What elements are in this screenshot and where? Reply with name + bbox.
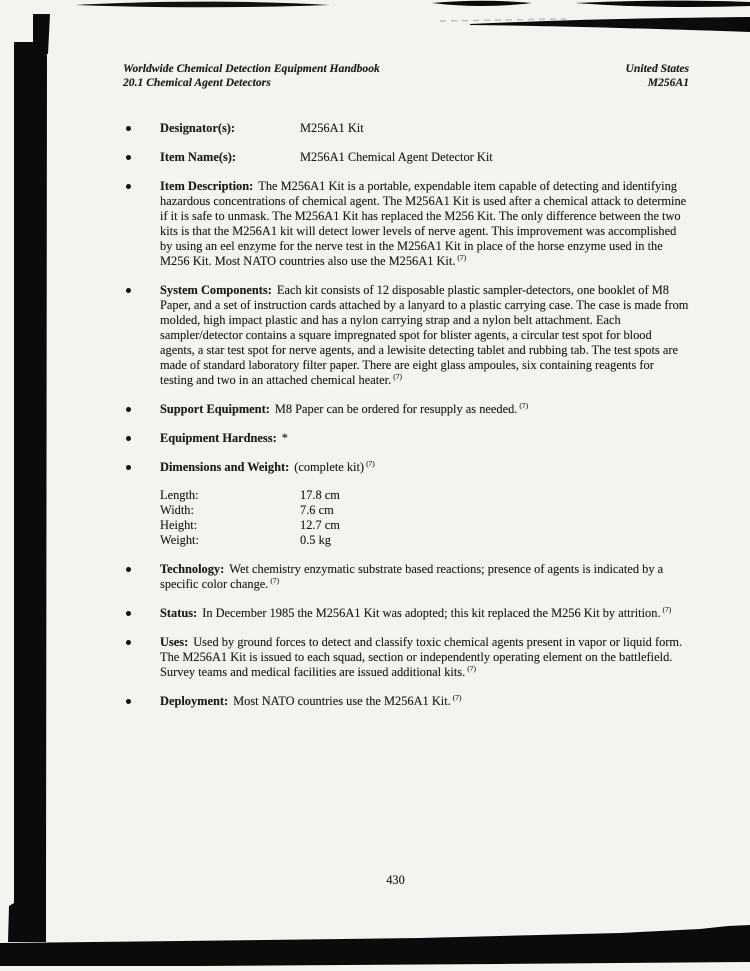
entry-paragraph [160,179,689,269]
dimension-value: 0.5 kg [300,533,331,547]
document-header [123,62,689,90]
table-row [160,533,689,548]
entry-system-components [123,283,689,388]
entry-paragraph [160,283,689,388]
bullet-icon [126,126,131,131]
entry-text: Wet chemistry enzymatic substrate based reactions; presence of agents is indicated by a specific color change. [160,562,664,591]
entry-label: System Components: [160,283,272,297]
bullet-icon [126,567,131,572]
dimension-value: 7.6 cm [300,503,334,517]
entry-label: Item Name(s): [160,150,237,164]
chapter-title: 20.1 Chemical Agent Detectors [123,76,271,89]
scan-artifact-bottom-band [0,925,750,966]
footnote-ref: (7) [452,692,462,702]
scan-artifact-faint-dashes [440,19,566,21]
dimensions-table [160,488,689,548]
entry-label: Item Description: [160,179,254,193]
entry-deployment [123,694,689,709]
page-number: 430 [386,873,405,887]
entry-equipment-hardness [123,431,689,446]
entry-paragraph [160,562,689,592]
scan-artifact-top-streak [432,1,532,6]
entry-text: (complete kit) [294,460,365,474]
entry-text: In December 1985 the M256A1 Kit was adopted; this kit replaced the M256 Kit by attrition. [202,606,661,620]
entry-text: M8 Paper can be ordered for resupply as needed. [274,402,518,416]
entry-support-equipment [123,402,689,417]
scan-artifact-top-streak [75,2,330,8]
dimension-value: 17.8 cm [300,488,340,502]
entry-paragraph [160,431,689,446]
entry-label: Dimensions and Weight: [160,460,290,474]
country-label: United States [625,62,689,75]
entry-text: Most NATO countries use the M256A1 Kit. [233,694,451,708]
entry-label: Deployment: [160,694,229,708]
footnote-ref: (7) [519,400,529,410]
entry-text: * [281,431,288,445]
footnote-ref: (7) [467,663,476,673]
bullet-icon [126,640,131,645]
entry-paragraph [160,606,689,621]
bullet-icon [126,465,131,470]
entry-technology [123,562,689,592]
footnote-ref: (7) [393,371,402,381]
footnote-ref: (7) [662,604,672,614]
entry-label: Uses: [160,635,189,649]
dimension-label: Weight: [160,533,199,547]
entry-uses [123,635,689,680]
entry-status [123,606,689,621]
scan-artifact-left-blob [33,14,50,54]
entry-label: Equipment Hardness: [160,431,277,445]
entry-paragraph [160,460,689,548]
bullet-icon [126,611,131,616]
entry-text: Used by ground forces to detect and classify toxic chemical agents present in vapor or liquid form. The M256A1 Kit is issued to each squad, section or independently operating element on the battlefield. Survey teams and medical facilities are issued additional kits. [160,635,683,679]
dimension-label: Width: [160,503,194,517]
header-left [123,62,380,90]
table-row [160,488,689,503]
entry-item-description [123,179,689,269]
header-right [626,62,689,90]
entry-label: Status: [160,606,198,620]
entry-text: Each kit consists of 12 disposable plastic sampler-detectors, one booklet of M8 Paper, and a set of instruction cards attached by a lanyard to a plastic carrying case. The case is made from molded, high impact plastic and has a nylon carrying strap and a nylon belt attachment. Each sampler/detector contains a square impregnated spot for blister agents, a circular test spot for blood agents, a star test spot for nerve agents, and a lewisite detecting tablet and rubbing tab. The test spots are made of standard laboratory filter paper. There are eight glass ampoules, six containing reagents for testing and two in an attached chemical heater. [160,283,689,387]
entry-value: M256A1 Kit [300,121,364,135]
bullet-icon [126,436,131,441]
entry-text: The M256A1 Kit is a portable, expendable item capable of detecting and identifying hazardous concentrations of chemical agent. The M256A1 Kit is used after a chemical attack to determine if it is safe to unmask. The M256A1 Kit has replaced the M256 Kit. The only difference between the two kits is that the M256A1 kit will detect lower levels of nerve agent. This improvement was accomplished by using an eel enzyme for the nerve test in the M256A1 Kit in place of the horse enzyme used in the M256 Kit. Most NATO countries also use the M256A1 Kit. [160,179,687,268]
entry-label: Technology: [160,562,225,576]
scan-artifact-top-streak [575,1,750,7]
handbook-title: Worldwide Chemical Detection Equipment Handbook [123,62,380,75]
bullet-icon [126,699,131,704]
bullet-icon [126,288,131,293]
footnote-ref: (7) [457,252,467,262]
dimension-label: Height: [160,518,198,532]
model-designation: M256A1 [647,76,689,89]
table-row [160,518,689,533]
bullet-icon [126,184,131,189]
document-content [123,62,689,723]
entry-designator [123,121,689,136]
dimension-label: Length: [160,488,199,502]
dimension-value: 12.7 cm [300,518,340,532]
scan-artifact-right-streak [470,17,750,32]
footnote-ref: (7) [270,575,280,585]
entry-label: Support Equipment: [160,402,270,416]
entry-dimensions-weight [123,460,689,548]
entry-paragraph [160,402,689,417]
entry-paragraph [160,635,689,680]
entry-item-name [123,150,689,165]
table-row [160,503,689,518]
scan-artifact-left-strip [8,42,47,942]
entry-paragraph [160,694,689,709]
entry-value: M256A1 Chemical Agent Detector Kit [300,150,493,164]
footnote-ref: (7) [366,458,375,468]
bullet-icon [126,155,131,160]
bullet-icon [126,407,131,412]
entry-label: Designator(s): [160,121,236,135]
